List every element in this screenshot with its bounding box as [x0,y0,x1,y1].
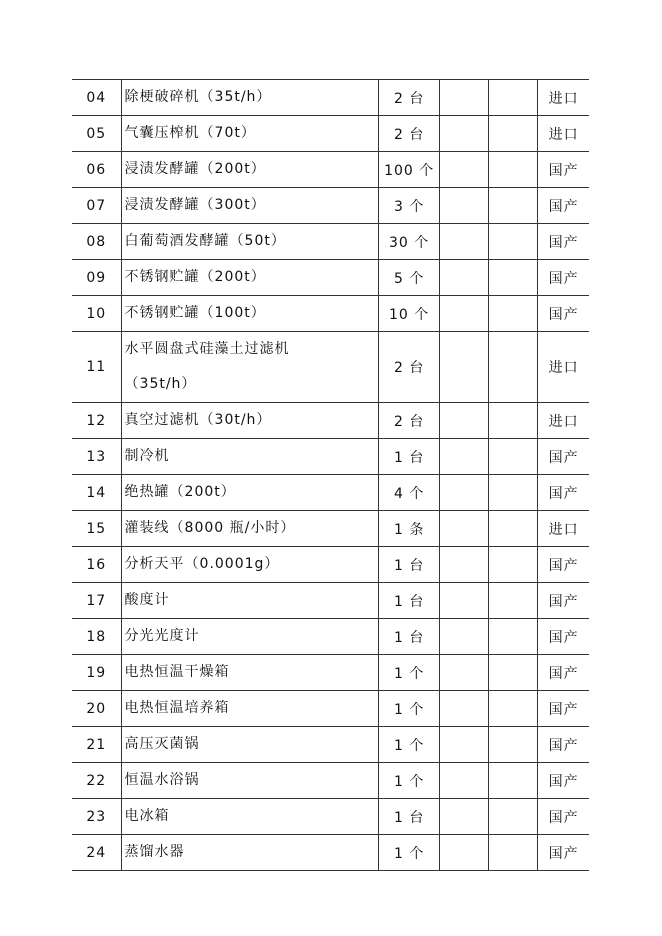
equipment-name: 恒温水浴锅 [121,763,378,799]
origin: 进口 [538,80,589,116]
empty-cell [440,439,489,475]
equipment-name: 真空过滤机（30t/h） [121,403,378,439]
empty-cell [489,439,538,475]
row-number: 10 [72,296,121,332]
origin: 国产 [538,260,589,296]
row-number: 19 [72,655,121,691]
row-number: 09 [72,260,121,296]
quantity: 5 个 [379,260,440,296]
quantity: 1 个 [379,691,440,727]
origin: 国产 [538,224,589,260]
empty-cell [489,763,538,799]
table-row [72,799,589,835]
row-number: 05 [72,116,121,152]
origin: 国产 [538,655,589,691]
equipment-name: 除梗破碎机（35t/h） [121,80,378,116]
table-row [72,439,589,475]
empty-cell [440,403,489,439]
equipment-name: 不锈钢贮罐（100t） [121,296,378,332]
quantity: 1 台 [379,547,440,583]
empty-cell [440,332,489,403]
empty-cell [440,152,489,188]
equipment-name: 蒸馏水器 [121,835,378,871]
quantity: 4 个 [379,475,440,511]
table-row [72,835,589,871]
equipment-name: 绝热罐（200t） [121,475,378,511]
row-number: 07 [72,188,121,224]
equipment-name: 不锈钢贮罐（200t） [121,260,378,296]
empty-cell [440,583,489,619]
row-number: 22 [72,763,121,799]
empty-cell [440,619,489,655]
table-row [72,188,589,224]
table-row [72,152,589,188]
equipment-table [72,79,589,871]
empty-cell [489,296,538,332]
equipment-name-line1: 水平圆盘式硅藻土过滤机 [124,341,290,357]
quantity: 2 台 [379,80,440,116]
quantity: 1 台 [379,799,440,835]
empty-cell [440,547,489,583]
empty-cell [440,799,489,835]
empty-cell [489,224,538,260]
equipment-name: 电热恒温培养箱 [121,691,378,727]
row-number: 06 [72,152,121,188]
table-row [72,403,589,439]
empty-cell [440,260,489,296]
row-number: 17 [72,583,121,619]
empty-cell [489,547,538,583]
equipment-name: 分光光度计 [121,619,378,655]
empty-cell [489,260,538,296]
quantity: 1 台 [379,439,440,475]
empty-cell [489,332,538,403]
row-number: 20 [72,691,121,727]
origin: 进口 [538,116,589,152]
table-row [72,475,589,511]
origin: 国产 [538,296,589,332]
equipment-name: 电冰箱 [121,799,378,835]
origin: 国产 [538,763,589,799]
origin: 进口 [538,332,589,403]
equipment-name: 分析天平（0.0001g） [121,547,378,583]
origin: 进口 [538,511,589,547]
empty-cell [440,763,489,799]
row-number: 21 [72,727,121,763]
empty-cell [489,655,538,691]
empty-cell [489,691,538,727]
empty-cell [440,116,489,152]
origin: 国产 [538,547,589,583]
origin: 国产 [538,619,589,655]
row-number: 18 [72,619,121,655]
equipment-name: 浸渍发酵罐（200t） [121,152,378,188]
quantity: 2 台 [379,403,440,439]
origin: 国产 [538,727,589,763]
quantity: 10 个 [379,296,440,332]
row-number: 14 [72,475,121,511]
table-row [72,224,589,260]
origin: 国产 [538,152,589,188]
equipment-name: 酸度计 [121,583,378,619]
quantity: 30 个 [379,224,440,260]
quantity: 2 台 [379,332,440,403]
origin: 国产 [538,439,589,475]
equipment-name: 浸渍发酵罐（300t） [121,188,378,224]
row-number: 24 [72,835,121,871]
row-number: 13 [72,439,121,475]
table-row [72,655,589,691]
empty-cell [440,835,489,871]
empty-cell [440,691,489,727]
empty-cell [489,835,538,871]
equipment-name: 气囊压榨机（70t） [121,116,378,152]
table-row [72,116,589,152]
empty-cell [489,799,538,835]
empty-cell [440,80,489,116]
table-row [72,727,589,763]
table-row [72,332,589,403]
origin: 国产 [538,799,589,835]
empty-cell [489,403,538,439]
equipment-name-line2: （35t/h） [124,376,197,392]
equipment-name: 制冷机 [121,439,378,475]
empty-cell [440,727,489,763]
empty-cell [489,152,538,188]
origin: 国产 [538,835,589,871]
origin: 国产 [538,475,589,511]
row-number: 15 [72,511,121,547]
quantity: 1 个 [379,655,440,691]
table-row [72,619,589,655]
empty-cell [440,475,489,511]
table-row [72,547,589,583]
row-number: 12 [72,403,121,439]
empty-cell [489,116,538,152]
empty-cell [489,727,538,763]
quantity: 3 个 [379,188,440,224]
origin: 国产 [538,691,589,727]
empty-cell [440,224,489,260]
quantity: 1 个 [379,835,440,871]
table-row [72,296,589,332]
row-number: 23 [72,799,121,835]
empty-cell [489,511,538,547]
row-number: 08 [72,224,121,260]
quantity: 1 个 [379,727,440,763]
equipment-name: 白葡萄酒发酵罐（50t） [121,224,378,260]
empty-cell [440,188,489,224]
equipment-name: 灌装线（8000 瓶/小时） [121,511,378,547]
row-number: 11 [72,332,121,403]
empty-cell [440,511,489,547]
quantity: 1 条 [379,511,440,547]
quantity: 1 个 [379,763,440,799]
origin: 国产 [538,188,589,224]
table-row [72,511,589,547]
row-number: 04 [72,80,121,116]
origin: 国产 [538,583,589,619]
empty-cell [489,80,538,116]
table-row [72,763,589,799]
origin: 进口 [538,403,589,439]
empty-cell [489,583,538,619]
equipment-name [121,332,378,403]
quantity: 100 个 [379,152,440,188]
empty-cell [440,655,489,691]
table-row [72,260,589,296]
table-row [72,691,589,727]
quantity: 2 台 [379,116,440,152]
equipment-name: 电热恒温干燥箱 [121,655,378,691]
row-number: 16 [72,547,121,583]
empty-cell [489,619,538,655]
table-row [72,583,589,619]
table-row [72,80,589,116]
quantity: 1 台 [379,619,440,655]
quantity: 1 台 [379,583,440,619]
empty-cell [489,188,538,224]
empty-cell [440,296,489,332]
empty-cell [489,475,538,511]
equipment-name: 高压灭菌锅 [121,727,378,763]
